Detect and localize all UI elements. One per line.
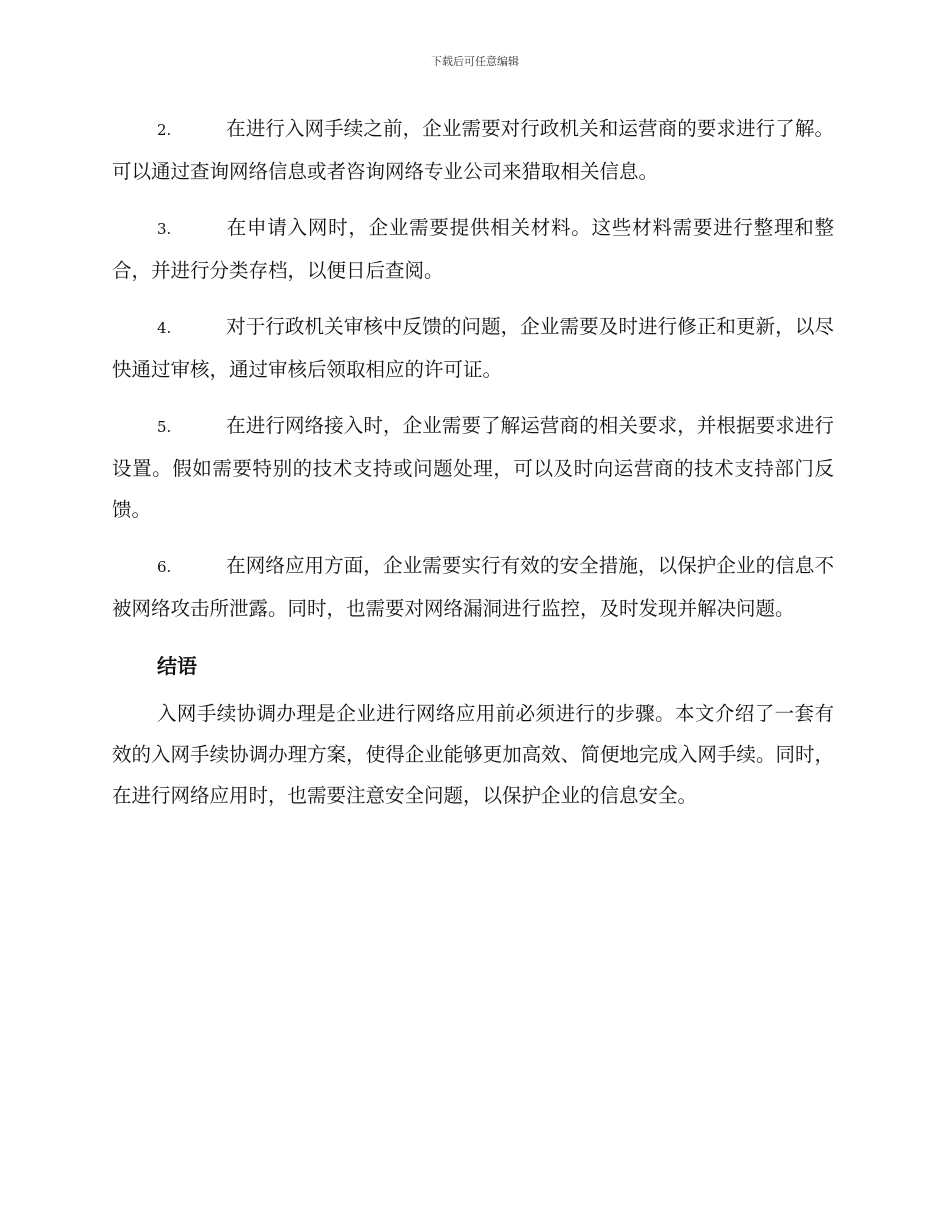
list-item-text: 对于行政机关审核中反馈的问题，企业需要及时进行修正和更新，以尽快通过审核，通过审核后领取相应的许可证。 [112, 315, 834, 381]
page-header: 下载后可任意编辑 [431, 55, 519, 68]
list-item-text: 在进行网络接入时，企业需要了解运营商的相关要求，并根据要求进行设置。假如需要特别的技术支持或问题处理，可以及时向运营商的技术支持部门反馈。 [112, 414, 834, 521]
list-item [112, 108, 834, 192]
list-item [112, 207, 834, 291]
list-item-number: 6. [157, 558, 172, 576]
list-item-text: 在进行入网手续之前，企业需要对行政机关和运营商的要求进行了解。可以通过查询网络信息或者咨询网络专业公司来猎取相关信息。 [112, 117, 834, 183]
conclusion-paragraph: 入网手续协调办理是企业进行网络应用前必须进行的步骤。本文介绍了一套有效的入网手续协调办理方案，使得企业能够更加高效、简便地完成入网手续。同时，在进行网络应用时，也需要注意安全问题，以保护企业的信息安全。 [112, 702, 834, 807]
list-item-text: 在网络应用方面，企业需要实行有效的安全措施，以保护企业的信息不被网络攻击所泄露。同时，也需要对网络漏洞进行监控，及时发现并解决问题。 [112, 554, 834, 620]
list-item-number: 2. [157, 121, 172, 139]
conclusion-heading: 结语 [157, 654, 197, 678]
list-item-text: 在申请入网时，企业需要提供相关材料。这些材料需要进行整理和整合，并进行分类存档，以便日后查阅。 [112, 216, 834, 282]
list-item [112, 306, 834, 390]
list-item-number: 5. [157, 418, 172, 436]
document-body [112, 108, 834, 816]
list-item [112, 405, 834, 530]
list-item-number: 3. [157, 220, 172, 238]
list-item-number: 4. [157, 319, 172, 337]
list-item [112, 545, 834, 629]
